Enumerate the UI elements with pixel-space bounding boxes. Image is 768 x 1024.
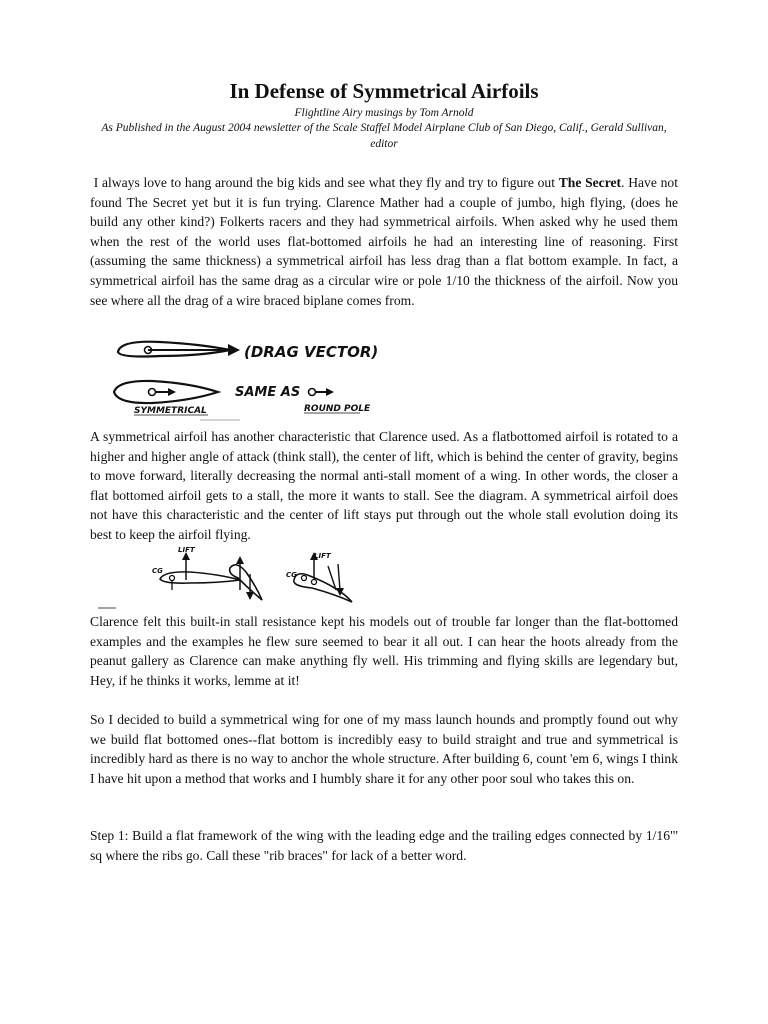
paragraph-5: Step 1: Build a flat framework of the wing with the leading edge and the trailing edges connected by 1/16"' sq where the ribs go. Call these "rib braces" for lack of a better word. bbox=[90, 828, 678, 863]
lift-label-1: LIFT bbox=[178, 546, 195, 554]
symmetrical-label: SYMMETRICAL bbox=[134, 406, 207, 416]
paragraph-4: So I decided to build a symmetrical wing for one of my mass launch hounds and promptly found out why we build flat bottomed ones--flat bottom is incredibly easy to build straight and true and symmetrical is incredibly hard as there is no way to anchor the whole structure. After building 6, count 'em 6, wings I think I have hit upon a method that works and I humbly share it for any other poor soul who takes this on. bbox=[90, 712, 678, 786]
cg-label-1: CG bbox=[152, 567, 163, 575]
publication-note: As Published in the August 2004 newsletter of the Scale Staffel Model Airplane Club of San Diego, Calif., Gerald Sullivan, editor bbox=[101, 122, 667, 150]
cg-label-2: CG bbox=[286, 571, 297, 579]
paragraph-1 bbox=[90, 173, 678, 310]
paragraph-2: A symmetrical airfoil has another characteristic that Clarence used. As a flatbottomed airfoil is rotated to a higher and higher angle of attack (think stall), the center of lift, which is behind the center of gravity, begins to move forward, literally decreasing the normal anti-stall moment of a wing. In other words, the closer a flat bottomed airfoil gets to a stall, the more it wants to stall. See the diagram. A symmetrical airfoil does not have this characteristic and the center of lift stays put through out the whole stall evolution doing its best to keep the airfoil flying. bbox=[90, 429, 678, 542]
the-secret-bold: The Secret bbox=[558, 175, 622, 190]
stall-diagram bbox=[90, 546, 390, 610]
same-as-label: SAME AS bbox=[235, 385, 301, 400]
paragraph-3: Clarence felt this built-in stall resistance kept his models out of trouble far longer than the flat-bottomed examples and the examples he flew sure seemed to bear it all out. I can hear the hoots already from the peanut gallery as Clarence can make anything fly well. His trimming and flying skills are legendary but, Hey, if he thinks it works, lemme at it! bbox=[90, 614, 678, 688]
paragraph-1-rest: . Have not found The Secret yet but it is fun trying. Clarence Mather had a couple of jumbo, high flying, (does he build any other kind?) Folkerts racers and they had symmetrical airfoils. When asked why he used them when the rest of the world uses flat-bottomed airfoils he had an interesting line of reasoning. First (assuming the same thickness) a symmetrical airfoil has less drag than a flat bottom example. In fact, a symmetrical airfoil has the same drag as a circular wire or pole 1/10 the thickness of the airfoil. Now you see where all the drag of a wire braced biplane comes from. bbox=[90, 175, 678, 308]
paragraph-1-start: I always love to hang around the big kids and see what they fly and try to figure out bbox=[93, 175, 559, 190]
round-pole-label: ROUND POLE bbox=[304, 404, 371, 414]
drag-vector-label: (DRAG VECTOR) bbox=[244, 343, 379, 361]
byline: Flightline Airy musings by Tom Arnold bbox=[294, 107, 474, 119]
drag-diagram bbox=[90, 330, 380, 424]
article-title: In Defense of Symmetrical Airfoils bbox=[229, 79, 539, 103]
lift-label-2: LIFT bbox=[314, 552, 331, 560]
